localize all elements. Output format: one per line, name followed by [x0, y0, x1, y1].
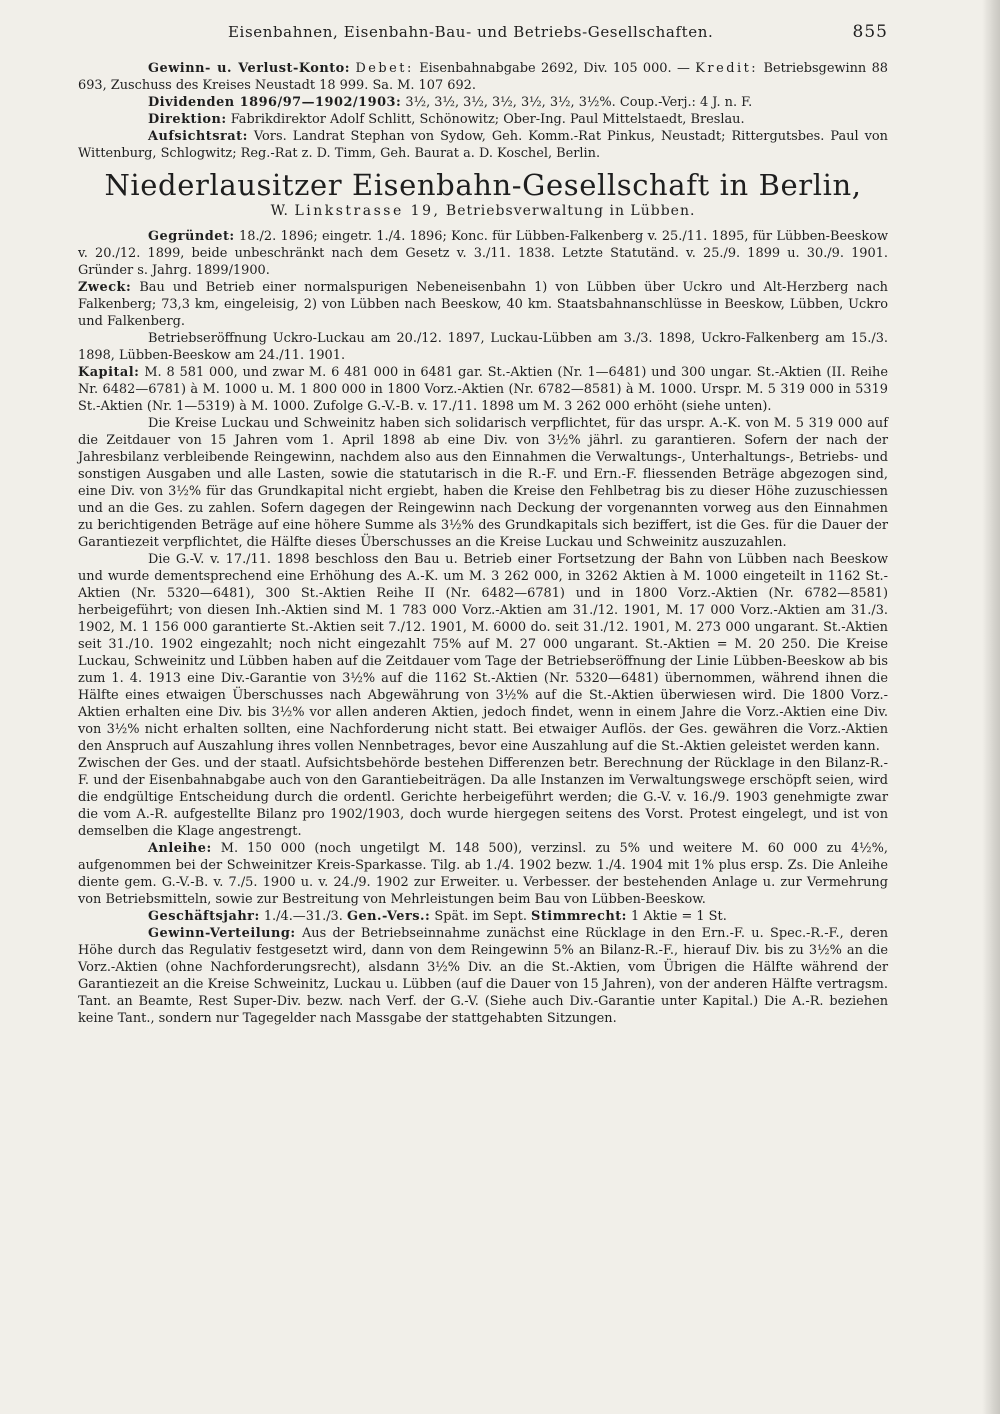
gv-konto-label: Gewinn- u. Verlust-Konto:: [148, 61, 351, 76]
stimmrecht-text: 1 Aktie = 1 St.: [631, 909, 727, 924]
gewinn-verteilung-paragraph: [78, 925, 888, 1027]
zweck-paragraph: [78, 279, 888, 330]
aufsichtsrat-text: Vors. Landrat Stephan von Sydow, Geh. Komm.-Rat Pinkus, Neustadt; Rittergutsbes. Paul von Wittenburg, Schlogwitz; Reg.-Rat z. D. Timm, Geh. Baurat a. D. Koschel, Berlin.: [78, 129, 888, 161]
running-head: [78, 22, 888, 42]
zweck-paragraph-2: Betriebseröffnung Uckro-Luckau am 20./12. 1897, Luckau-Lübben am 3./3. 1898, Uckro-Falkenberg am 15./3. 1898, Lübben-Beeskow am 24./11. 1901.: [78, 331, 888, 363]
gv-debet-label: Debet:: [355, 61, 414, 76]
gegruendet-label: Gegründet:: [148, 229, 235, 244]
dividenden-paragraph: [78, 94, 888, 111]
dividenden-label: Dividenden 1896/97—1902/1903:: [148, 95, 402, 110]
zweck-text: Bau und Betrieb einer normalspurigen Nebeneisenbahn 1) von Lübben über Uckro und Alt-Herzberg nach Falkenberg; 73,3 km, eingeleisig, 2) von Lübben nach Beeskow, 40 km. Staatsbahnanschlüsse in Beeskow, Lübben, Uckro und Falkenberg.: [78, 280, 888, 329]
page-number: 855: [852, 22, 888, 42]
geschaeftsjahr-text: 1./4.—31./3.: [263, 909, 343, 924]
aufsichtsrat-label: Aufsichtsrat:: [148, 129, 248, 144]
address-prefix: W.: [270, 203, 289, 219]
dividenden-text: 3½, 3½, 3½, 3½, 3½, 3½, 3½%. Coup.-Verj.: 4 J. n. F.: [405, 95, 753, 110]
book-binding-edge: [982, 0, 1000, 1414]
address-rest: Betriebsverwaltung in Lübben.: [445, 203, 696, 219]
kapital-paragraph: [78, 364, 888, 415]
direktion-text: Fabrikdirektor Adolf Schlitt, Schönowitz; Ober-Ing. Paul Mittelstaedt, Breslau.: [230, 112, 745, 127]
kapital-paragraph-2: Die Kreise Luckau und Schweinitz haben sich solidarisch verpflichtet, für das urspr. A.-K. von M. 5 319 000 auf die Zeitdauer von 15 Jahren vom 1. April 1898 ab eine Div. von 3½% jährl. zu garantieren. Sofern der nach der Jahresbilanz verbleibende Reingewinn, nachdem also aus den Einnahmen die Verwaltungs-, Unterhaltungs-, Betriebs- und sonstigen Ausgaben und alle Lasten, sowie die statutarisch in die R.-F. und Ern.-F. fliessenden Beträge abgezogen sind, eine Div. von 3½% für das Grundkapital nicht ergiebt, haben die Kreise den Fehlbetrag bis zu dieser Höhe zuzuschiessen und an die Ges. zu zahlen. Sofern dagegen der Reingewinn nach Deckung der vorgenannten vorweg aus den Einnahmen zu berichtigenden Beträge auf eine höhere Summe als 3½% des Grundkapitals sich beziffert, ist die Ges. für die Dauer der Garantiezeit verpflichtet, die Hälfte dieses Überschusses an die Kreise Luckau und Schweinitz auszuzahlen.: [78, 416, 888, 550]
anleihe-text: M. 150 000 (noch ungetilgt M. 148 500), verzinsl. zu 5% und weitere M. 60 000 zu 4½%, aufgenommen bei der Schweinitzer Kreis-Sparkasse. Tilg. ab 1./4. 1902 bezw. 1./4. 1904 mit 1% plus ersp. Zs. Die Anleihe diente gem. G.-V.-B. v. 7./5. 1900 u. v. 24./9. 1902 zur Erweiter. u. Verbesser. der bestehenden Anlage u. zur Vermehrung von Betriebsmitteln, sowie zur Bestreitung von Mehrleistungen beim Bau von Lübben-Beeskow.: [78, 841, 888, 907]
gen-vers-text: Spät. im Sept.: [434, 909, 527, 924]
gv-debet-text: Eisenbahnabgabe 2692, Div. 105 000. —: [419, 61, 690, 76]
gewinn-verteilung-label: Gewinn-Verteilung:: [148, 926, 296, 941]
gen-vers-label: Gen.-Vers.:: [346, 909, 431, 924]
stimmrecht-label: Stimmrecht:: [531, 909, 627, 924]
gegruendet-paragraph: [78, 228, 888, 279]
running-head-title: Eisenbahnen, Eisenbahn-Bau- und Betriebs-Gesellschaften.: [228, 23, 714, 41]
zweck-label: Zweck:: [78, 280, 132, 295]
direktion-paragraph: [78, 111, 888, 128]
aufsichtsrat-paragraph: [78, 128, 888, 162]
company-address: [78, 202, 888, 220]
geschaeftsjahr-label: Geschäftsjahr:: [148, 909, 260, 924]
gegruendet-text: 18./2. 1896; eingetr. 1./4. 1896; Konc. für Lübben-Falkenberg v. 25./11. 1895, für Lübben-Beeskow v. 20./12. 1899, beide unbeschränkt nach dem Gesetz v. 3./11. 1838. Letzte Statutänd. v. 25./9. 1899 u. 30./9. 1901. Gründer s. Jahrg. 1899/1900.: [78, 229, 888, 278]
kapital-text: M. 8 581 000, und zwar M. 6 481 000 in 6481 gar. St.-Aktien (Nr. 1—6481) und 300 ungar. St.-Aktien (II. Reihe Nr. 6482—6781) à M. 1000 u. M. 1 800 000 in 1800 Vorz.-Aktien (Nr. 6782—8581) à M. 1000. Urspr. M. 5 319 000 in 5319 St.-Aktien (Nr. 1—5319) à M. 1000. Zufolge G.-V.-B. v. 17./11. 1898 um M. 3 262 000 erhöht (siehe unten).: [78, 365, 888, 414]
gv-kredit-text: Betriebsgewinn 88 693, Zuschuss des Kreises Neustadt 18 999. Sa. M. 107 692.: [78, 61, 888, 93]
kapital-paragraph-4: Zwischen der Ges. und der staatl. Aufsichtsbehörde bestehen Differenzen betr. Berechnung der Rücklage in den Bilanz-R.-F. und der Eisenbahnabgabe auch von den Garantiebeiträgen. Da alle Instanzen im Verwaltungswege erschöpft seien, wird die endgültige Entscheidung durch die ordentl. Gerichte herbeigeführt werden; die G.-V. v. 16./9. 1903 genehmigte zwar die vom A.-R. aufgestellte Bilanz pro 1902/1903, doch wurde hiergegen seitens des Vorst. Protest eingelegt, und ist von demselben die Klage angestrengt.: [78, 756, 888, 839]
address-street: Linkstrasse 19,: [294, 203, 441, 219]
gewinn-verteilung-text: Aus der Betriebseinnahme zunächst eine Rücklage in den Ern.-F. u. Spec.-R.-F., deren Höhe durch das Regulativ festgesetzt wird, dann von dem Reingewinn 5% an Bilanz-R.-F., hierauf Div. bis zu 3½% an die Vorz.-Aktien (ohne Nachforderungsrecht), alsdann 3½% Div. an die St.-Aktien, vom Übrigen die Hälfte während der Garantiezeit an die Kreise Schweinitz, Luckau u. Lübben (auf die Dauer von 15 Jahren), von der anderen Hälfte vertragsm. Tant. an Beamte, Rest Super-Div. bezw. nach Verf. der G.-V. (Siehe auch Div.-Garantie unter Kapital.) Die A.-R. beziehen keine Tant., sondern nur Tagegelder nach Massgabe der stattgehabten Sitzungen.: [78, 926, 888, 1026]
kapital-paragraph-3: Die G.-V. v. 17./11. 1898 beschloss den Bau u. Betrieb einer Fortsetzung der Bahn von Lübben nach Beeskow und wurde dementsprechend eine Erhöhung des A.-K. um M. 3 262 000, in 3262 Aktien à M. 1000 eingeteilt in 1162 St.-Aktien (Nr. 5320—6481), 300 St.-Aktien Reihe II (Nr. 6482—6781) und in 1800 Vorz.-Aktien (Nr. 6782—8581) herbeigeführt; von diesen Inh.-Aktien sind M. 1 783 000 Vorz.-Aktien am 31./12. 1901, M. 17 000 Vorz.-Aktien am 31./3. 1902, M. 1 156 000 garantierte St.-Aktien seit 7./12. 1901, M. 6000 do. seit 31./12. 1901, M. 273 000 ungarant. St.-Aktien seit 31./10. 1902 eingezahlt; noch nicht eingezahlt 75% auf M. 27 000 ungarant. St.-Aktien = M. 20 250. Die Kreise Luckau, Schweinitz und Lübben haben auf die Zeitdauer vom Tage der Betriebseröffnung der Linie Lübben-Beeskow ab bis zum 1. 4. 1913 eine Div.-Garantie von 3½% auf die 1162 St.-Aktien (Nr. 5320—6481) übernommen, während ihnen die Hälfte eines etwaigen Überschusses nach Abgewährung von 3½% auf die St.-Aktien überwiesen wird. Die 1800 Vorz.-Aktien erhalten eine Div. bis 3½% vor allen anderen Aktien, jedoch findet, wenn in einem Jahre die Vorz.-Aktien eine Div. von 3½% nicht erhalten sollten, eine Nachforderung nicht statt. Bei etwaiger Auflös. der Ges. gewähren die Vorz.-Aktien den Anspruch auf Auszahlung ihres vollen Nennbetrages, bevor eine Auszahlung auf die St.-Aktien geleistet werden kann.: [78, 552, 888, 754]
direktion-label: Direktion:: [148, 112, 227, 127]
geschaeftsjahr-paragraph: [78, 908, 888, 925]
company-heading: Niederlausitzer Eisenbahn-Gesellschaft in Berlin,: [104, 168, 862, 202]
anleihe-paragraph: [78, 840, 888, 908]
kapital-label: Kapital:: [78, 365, 140, 380]
gv-konto-paragraph: [78, 60, 888, 94]
gv-kredit-label: Kredit:: [695, 61, 759, 76]
anleihe-label: Anleihe:: [148, 841, 212, 856]
